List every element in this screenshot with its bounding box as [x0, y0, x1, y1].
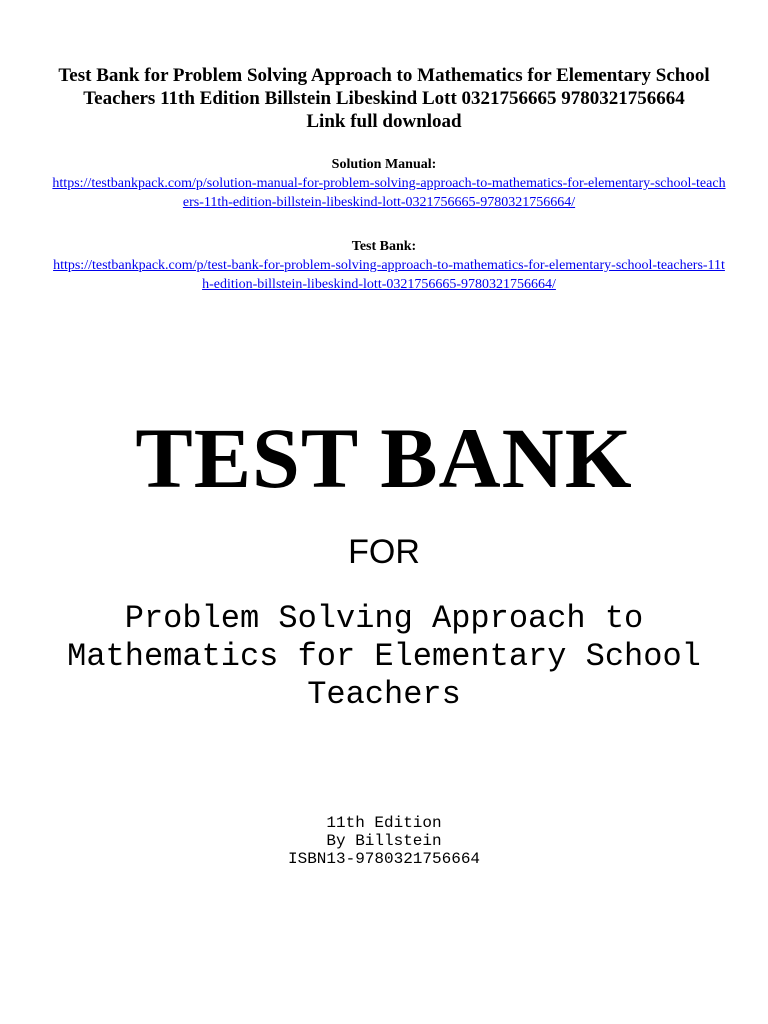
test-bank-section — [40, 238, 728, 294]
cover-book-title: Problem Solving Approach to Mathematics for Elementary School Teachers — [67, 600, 701, 713]
cover-big-title: TEST BANK — [135, 410, 633, 506]
document-header — [40, 64, 728, 134]
test-bank-link[interactable]: https://testbankpack.com/p/test-bank-for-problem-solving-approach-to-mathematics-for-elementary-school-teachers-11th-edition-billstein-libeskind-lott-0321756665-9780321756664/ — [53, 258, 725, 292]
solution-manual-link[interactable]: https://testbankpack.com/p/solution-manual-for-problem-solving-approach-to-mathematics-for-elementary-school-teachers-11th-edition-billstein-libeskind-lott-0321756665-9780321756664/ — [52, 176, 726, 210]
cover-author: By Billstein — [326, 832, 442, 850]
cover-isbn: ISBN13-9780321756664 — [287, 850, 481, 868]
link-full-download-heading: Link full download — [306, 111, 462, 132]
solution-manual-section — [40, 156, 728, 212]
cover-edition: 11th Edition — [326, 814, 442, 832]
document-title: Test Bank for Problem Solving Approach to Mathematics for Elementary School Teachers 11th Edition Billstein Libeskind Lott 0321756665 9780321756664 — [58, 65, 710, 109]
cover-book-info — [0, 814, 768, 868]
cover-for-label: FOR — [348, 533, 420, 571]
test-bank-label: Test Bank: — [351, 239, 417, 254]
solution-manual-label: Solution Manual: — [331, 157, 437, 172]
